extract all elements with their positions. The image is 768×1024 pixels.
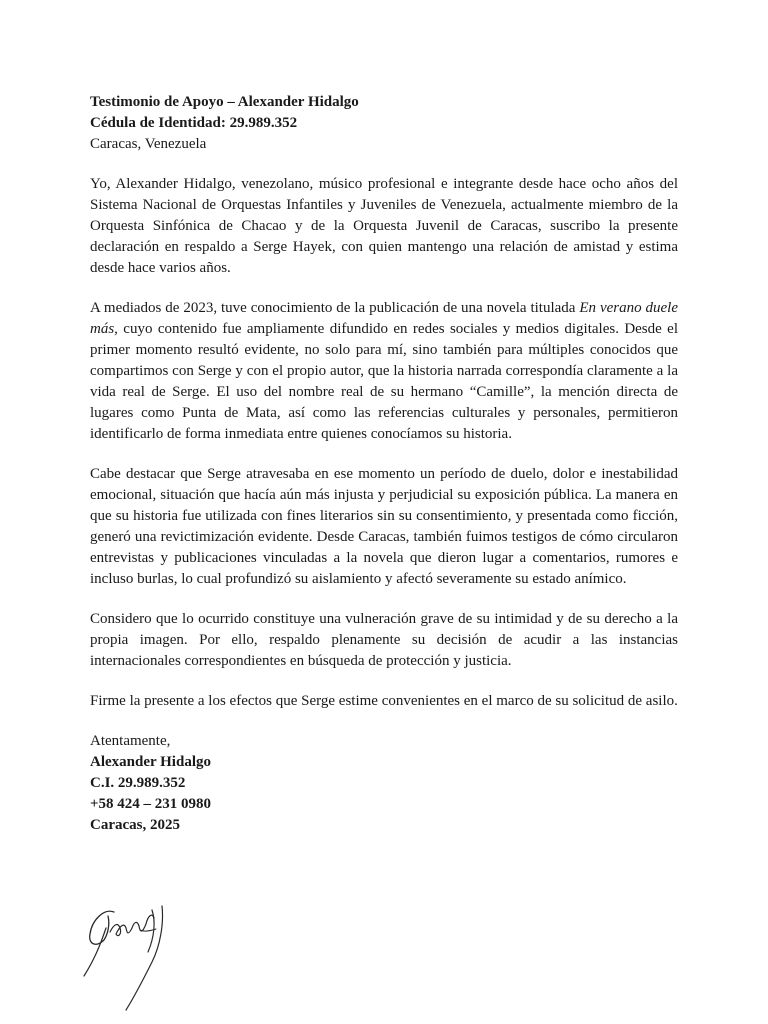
novel-title: En verano duele más xyxy=(90,300,678,337)
handwritten-signature xyxy=(80,898,180,1013)
letter-title: Testimonio de Apoyo – Alexander Hidalgo xyxy=(90,94,359,110)
paragraph-impact: Cabe destacar que Serge atravesaba en ese momento un período de duelo, dolor e inestabilidad emocional, situación que hacía aún más injusta y perjudicial su exposición pública. La manera en que su historia fue utilizada con fines literarios sin su consentimiento, y presentada como ficción, generó una revictimización evidente. Desde Caracas, también fuimos testigos de cómo circularon entrevistas y publicaciones vinculadas a la novela que dieron lugar a comentarios, rumores e incluso burlas, lo cual profundizó su aislamiento y afectó severamente su estado anímico. xyxy=(90,466,678,587)
signer-phone: +58 424 – 231 0980 xyxy=(90,796,212,812)
location: Caracas, Venezuela xyxy=(90,136,207,152)
paragraph-support: Considero que lo ocurrido constituye una vulneración grave de su intimidad y de su derecho a la propia imagen. Por ello, respaldo plenamente su decisión de acudir a las instancias internacionales correspondientes en búsqueda de protección y justicia. xyxy=(90,611,678,669)
paragraph-novel-lead: A mediados de 2023, tuve conocimiento de la publicación de una novela titulada xyxy=(90,300,580,316)
signer-name: Alexander Hidalgo xyxy=(90,754,211,770)
id-number: Cédula de Identidad: 29.989.352 xyxy=(90,115,298,131)
letter xyxy=(90,92,678,836)
salutation: Atentamente, xyxy=(90,733,171,749)
paragraph-purpose: Firme la presente a los efectos que Serge estime convenientes en el marco de su solicitud de asilo. xyxy=(90,693,678,709)
paragraph-novel xyxy=(90,298,678,445)
letter-header xyxy=(90,92,678,155)
closing-block xyxy=(90,731,678,836)
paragraph-novel-rest: , cuyo contenido fue ampliamente difundido en redes sociales y medios digitales. Desde el primer momento resultó evidente, no solo para mí, sino también para múltiples conocidos que compartimos con Serge y con el propio autor, que la historia narrada correspondía claramente a la vida real de Serge. El uso del nombre real de su hermano “Camille”, la mención directa de lugares como Punta de Mata, así como las referencias culturales y personales, permitieron identificarlo de forma inmediata entre quienes conocíamos su historia. xyxy=(90,321,678,442)
place-date: Caracas, 2025 xyxy=(90,817,180,833)
signer-id: C.I. 29.989.352 xyxy=(90,775,186,791)
paragraph-intro: Yo, Alexander Hidalgo, venezolano, músico profesional e integrante desde hace ocho años del Sistema Nacional de Orquestas Infantiles y Juveniles de Venezuela, actualmente miembro de la Orquesta Sinfónica de Chacao y de la Orquesta Juvenil de Caracas, suscribo la presente declaración en respaldo a Serge Hayek, con quien mantengo una relación de amistad y estima desde hace varios años. xyxy=(90,176,678,276)
